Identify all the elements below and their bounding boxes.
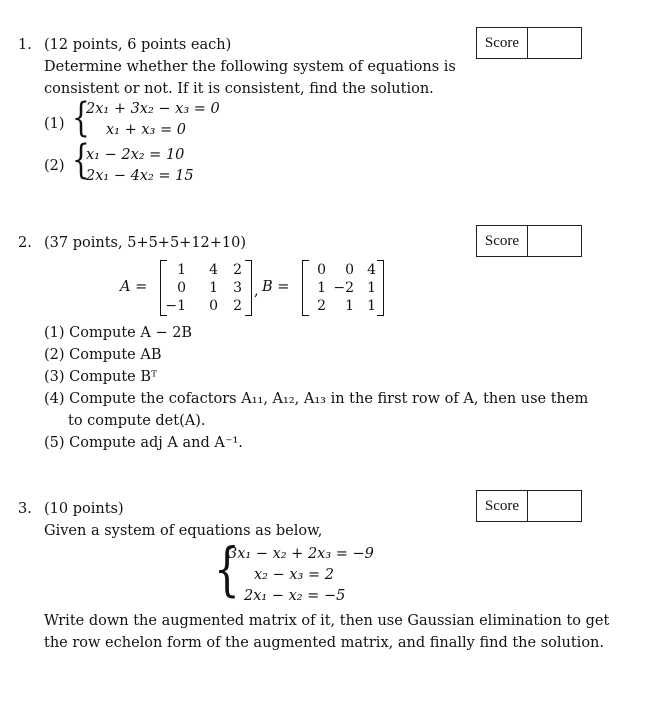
q3-instructions-line1: Write down the augmented matrix of it, then use Gaussian elimination to get <box>44 613 610 629</box>
q1-prompt-line2: consistent or not. If it is consistent, find the solution. <box>44 81 434 97</box>
q1-part1-brace: { <box>72 95 90 141</box>
q1-part1-label: (1) <box>44 116 65 132</box>
matrix-a-cell-2-2: 2 <box>233 298 242 314</box>
q3-score-field[interactable] <box>528 491 581 521</box>
q2-item-4-cont: to compute det(A). <box>68 413 206 429</box>
q2-header: (37 points, 5+5+5+12+10) <box>44 235 247 251</box>
q3-eq3: 2x₁ − x₂ = −5 <box>244 588 346 604</box>
q3-score-label: Score <box>477 491 528 521</box>
matrix-a-cell-0-1: 4 <box>209 262 218 278</box>
q1-prompt-line1: Determine whether the following system of equations is <box>44 59 456 75</box>
q1-part1-eq2: x₁ + x₃ = 0 <box>106 122 186 138</box>
matrix-a <box>160 260 252 316</box>
q1-part2-brace: { <box>72 137 90 183</box>
q2-item-1: (1) Compute A − 2B <box>44 325 193 341</box>
q1-part2-eq2: 2x₁ − 4x₂ = 15 <box>86 168 194 184</box>
q2-score-label: Score <box>477 226 528 256</box>
q2-score-field[interactable] <box>528 226 581 256</box>
q3-instructions-line2: the row echelon form of the augmented matrix, and finally find the solution. <box>44 635 604 651</box>
matrix-a-cell-1-2: 3 <box>233 280 242 296</box>
q3-brace: { <box>214 535 240 603</box>
q1-part2-label: (2) <box>44 158 65 174</box>
q2-item-3: (3) Compute Bᵀ <box>44 369 158 385</box>
matrix-b-cell-2-2: 1 <box>367 298 376 314</box>
matrix-b-cell-1-0: 1 <box>317 280 326 296</box>
matrix-b-cell-0-0: 0 <box>317 262 326 278</box>
matrix-b-cell-1-2: 1 <box>367 280 376 296</box>
matrix-b-cell-0-2: 4 <box>367 262 376 278</box>
q3-number: 3. <box>18 501 32 517</box>
q1-score-field[interactable] <box>528 28 581 58</box>
q2-score-box[interactable] <box>476 225 582 257</box>
matrix-b-cell-2-1: 1 <box>345 298 354 314</box>
matrix-b-cell-2-0: 2 <box>317 298 326 314</box>
q2-item-4: (4) Compute the cofactors A₁₁, A₁₂, A₁₃ in the first row of A, then use them <box>44 391 589 407</box>
matrix-b-label: B = <box>262 279 290 295</box>
q2-item-5: (5) Compute adj A and A⁻¹. <box>44 435 243 451</box>
matrix-a-cell-1-1: 1 <box>209 280 218 296</box>
matrix-separator: , <box>254 283 259 299</box>
q2-number: 2. <box>18 235 32 251</box>
matrix-b-cell-0-1: 0 <box>345 262 354 278</box>
q3-eq1: 3x₁ − x₂ + 2x₃ = −9 <box>228 546 374 562</box>
q1-header: (12 points, 6 points each) <box>44 37 232 53</box>
matrix-a-cell-1-0: 0 <box>177 280 186 296</box>
q3-score-box[interactable] <box>476 490 582 522</box>
q3-prompt: Given a system of equations as below, <box>44 523 323 539</box>
matrix-b <box>302 260 384 316</box>
matrix-a-cell-0-0: 1 <box>177 262 186 278</box>
q1-score-box[interactable] <box>476 27 582 59</box>
q1-score-label: Score <box>477 28 528 58</box>
matrix-a-cell-2-0: −1 <box>165 298 186 314</box>
q3-header: (10 points) <box>44 501 124 517</box>
matrix-a-cell-0-2: 2 <box>233 262 242 278</box>
q2-item-2: (2) Compute AB <box>44 347 162 363</box>
q1-part1-eq1: 2x₁ + 3x₂ − x₃ = 0 <box>86 101 220 117</box>
q1-part2-eq1: x₁ − 2x₂ = 10 <box>86 147 185 163</box>
matrix-a-label: A = <box>120 279 148 295</box>
matrix-b-cell-1-1: −2 <box>333 280 354 296</box>
matrix-a-cell-2-1: 0 <box>209 298 218 314</box>
q1-number: 1. <box>18 37 32 53</box>
q3-eq2: x₂ − x₃ = 2 <box>254 567 334 583</box>
